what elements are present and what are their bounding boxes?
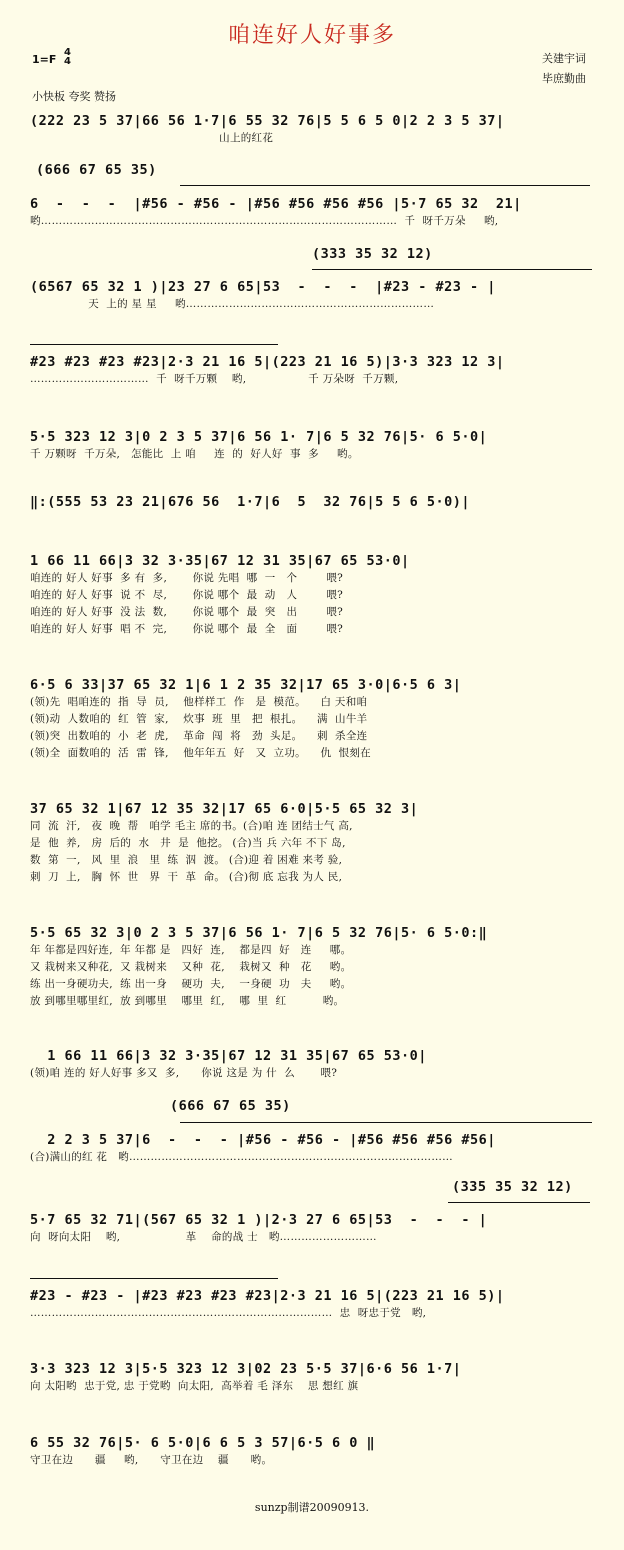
notation-line: 6 55 32 76|5· 6 5·0|6 6 5 3 57|6·5 6 0 ‖: [30, 1435, 376, 1451]
score-row: [30, 1047, 595, 1082]
lyric-line: …………………………… 千 呀千万颗 哟, 千 万朵呀 千万颗,: [30, 373, 399, 385]
score-row: [30, 1434, 595, 1469]
paren-motif: (335 35 32 12): [452, 1179, 573, 1195]
paren-motif: (333 35 32 12): [312, 246, 433, 262]
score-row: [30, 552, 595, 638]
lyric-line: 向 太阳哟 忠于党, 忠 于党哟 向太阳, 高举着 毛 泽东 思 想红 旗: [30, 1380, 359, 1392]
lyric-line: 千 万颗呀 千万朵, 怎能比 上 咱 连 的 好人好 事 多 哟。: [30, 448, 359, 460]
score-row: [30, 1360, 595, 1395]
notation-line: #23 #23 #23 #23|2·3 21 16 5|(223 21 16 5)|3·3 323 12 3|: [30, 354, 505, 370]
notation-line: 5·5 65 32 3|0 2 3 5 37|6 56 1· 7|6 5 32 76|5· 6 5·0:‖: [30, 925, 488, 941]
notation-line: (222 23 5 37|66 56 1·7|6 55 32 76|5 5 6 5 0|2 2 3 5 37|: [30, 113, 505, 129]
lyric-line: 同 流 汗, 夜 晚 帮 咱学 毛主 席的书。(合)咱 连 团结士气 高,: [30, 820, 353, 832]
score-row: [30, 353, 595, 388]
lyric-line: 咱连的 好人 好事 多 有 多, 你说 先唱 哪 一 个 喂?: [30, 572, 344, 584]
notation-line: 6 - - - |#56 - #56 - |#56 #56 #56 #56 |5·7 65 32 21|: [30, 196, 522, 212]
notation-line: 5·5 323 12 3|0 2 3 5 37|6 56 1· 7|6 5 32 76|5· 6 5·0|: [30, 429, 488, 445]
time-signature-top: 4: [64, 47, 71, 58]
lyric-line: 练 出一身硬功夫, 练 出一身 硬功 夫, 一身硬 功 夫 哟。: [30, 978, 352, 990]
score-row: [30, 924, 595, 1010]
lyric-line: 哟……………………………………………………………………………………… 千 呀千万朵 哟,: [30, 215, 499, 227]
lyric-line: 是 他 养, 房 后的 水 井 是 他挖。 (合)当 兵 六年 不下 岛,: [30, 837, 346, 849]
lyric-line: (领)先 唱咱连的 指 导 员, 他样样工 作 是 模范。 白 天和咱: [30, 696, 368, 708]
notation-line: 6·5 6 33|37 65 32 1|6 1 2 35 32|17 65 3·0|6·5 6 3|: [30, 677, 462, 693]
score-row: [30, 1211, 595, 1246]
score-row: [30, 195, 595, 230]
lyric-line: 向 呀向太阳 哟, 革 命的战 士 哟………………………: [30, 1231, 377, 1243]
score-row: [30, 676, 595, 762]
lyric-line: (领)突 出数咱的 小 老 虎, 革命 闯 将 劲 头足。 刺 杀全连: [30, 730, 368, 742]
song-title: 咱连好人好事多: [227, 23, 396, 48]
lyric-line: 年 年都是四好连, 年 年都 是 四好 连, 都是四 好 连 哪。: [30, 944, 352, 956]
lyric-line: 放 到哪里哪里红, 放 到哪里 哪里 红, 哪 里 红 哟。: [30, 995, 345, 1007]
lyric-line: 咱连的 好人 好事 唱 不 完, 你说 哪个 最 全 面 喂?: [30, 623, 344, 635]
lyricist-credit: 关建宇词: [542, 52, 586, 65]
lyric-line: 天 上的 星 星 哟……………………………………………………………: [30, 298, 435, 310]
transcriber-credit: sunzp制谱20090913.: [254, 1501, 370, 1514]
lyric-line: (领)全 面数咱的 活 雷 锋, 他年年五 好 又 立功。 仇 恨刻在: [30, 747, 371, 759]
tie-line: [448, 1202, 590, 1203]
lyric-line: (领)动 人数咱的 红 管 家, 炊事 班 里 把 根扎。 满 山牛羊: [30, 713, 368, 725]
lyric-line: 守卫在边 疆 哟, 守卫在边 疆 哟。: [30, 1454, 273, 1466]
score-row: [30, 800, 595, 886]
score-row: [30, 278, 595, 313]
tie-line: [180, 185, 590, 186]
notation-line: 2 2 3 5 37|6 - - - |#56 - #56 - |#56 #56 #56 #56|: [30, 1132, 496, 1148]
tie-line: [312, 269, 592, 270]
composer-credit: 毕庶勤曲: [542, 72, 586, 85]
tie-line: [30, 344, 278, 345]
score-row: [30, 493, 595, 511]
notation-line: 5·7 65 32 71|(567 65 32 1 )|2·3 27 6 65|53 - - - |: [30, 1212, 488, 1228]
notation-line: 37 65 32 1|67 12 35 32|17 65 6·0|5·5 65 32 3|: [30, 801, 419, 817]
lyric-line: 山上的红花: [30, 132, 274, 144]
notation-line: 3·3 323 12 3|5·5 323 12 3|02 23 5·5 37|6·6 56 1·7|: [30, 1361, 462, 1377]
notation-line: (6567 65 32 1 )|23 27 6 65|53 - - - |#23 - #23 - |: [30, 279, 496, 295]
tempo-marking: 小快板 夸奖 赞扬: [32, 90, 116, 103]
lyric-line: 咱连的 好人 好事 没 法 数, 你说 哪个 最 突 出 喂?: [30, 606, 344, 618]
tie-line: [30, 1278, 278, 1279]
time-signature: [64, 48, 71, 66]
score-row: [30, 1287, 595, 1322]
lyric-line: 咱连的 好人 好事 说 不 尽, 你说 哪个 最 动 人 喂?: [30, 589, 344, 601]
notation-line: #23 - #23 - |#23 #23 #23 #23|2·3 21 16 5|(223 21 16 5)|: [30, 1288, 505, 1304]
notation-line: ‖:(555 53 23 21|676 56 1·7|6 5 32 76|5 5 6 5·0)|: [30, 494, 471, 510]
lyric-line: (领)咱 连的 好人好事 多又 多, 你说 这是 为 什 么 喂?: [30, 1067, 338, 1079]
notation-line: 1 66 11 66|3 32 3·35|67 12 31 35|67 65 53·0|: [30, 553, 410, 569]
paren-motif: (666 67 65 35): [170, 1098, 291, 1114]
time-signature-bottom: 4: [64, 56, 71, 67]
lyric-line: 又 栽树来又种花, 又 栽树来 又种 花, 栽树又 种 花 哟。: [30, 961, 352, 973]
tie-line: [180, 1122, 592, 1123]
lyric-line: 数 第 一, 风 里 浪 里 练 泅 渡。 (合)迎 着 困难 来考 验,: [30, 854, 343, 866]
lyric-line: ………………………………………………………………………… 忠 呀忠于党 哟,: [30, 1307, 427, 1319]
score-row: [30, 428, 595, 463]
paren-motif: (666 67 65 35): [36, 162, 157, 178]
key-signature: 1=F: [32, 53, 57, 66]
score-row: [30, 1131, 595, 1166]
score-row: [30, 112, 595, 147]
notation-line: 1 66 11 66|3 32 3·35|67 12 31 35|67 65 53·0|: [30, 1048, 427, 1064]
lyric-line: 刺 刀 上, 胸 怀 世 界 干 革 命。 (合)彻 底 忘我 为人 民,: [30, 871, 343, 883]
lyric-line: (合)满山的红 花 哟………………………………………………………………………………: [30, 1151, 453, 1163]
